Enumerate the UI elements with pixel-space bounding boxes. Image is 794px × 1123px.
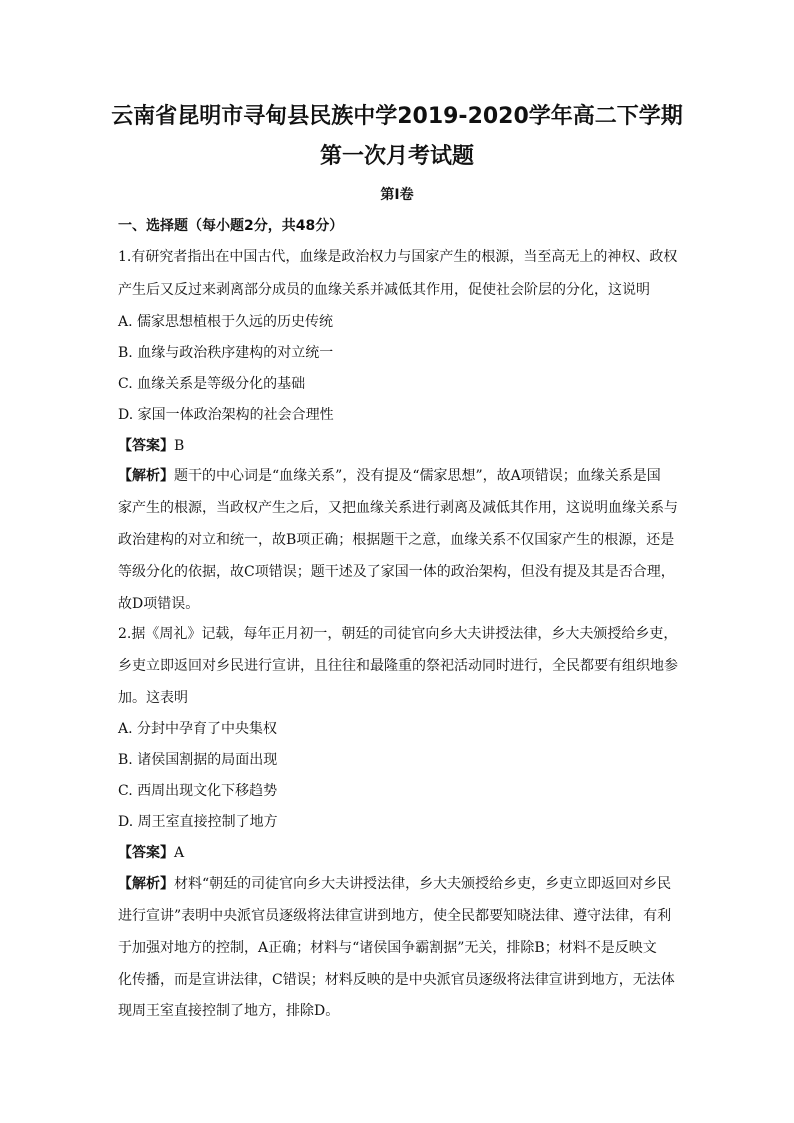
q2-analysis-line4: 化传播，而是宣讲法律，C错误；材料反映的是中央派官员逐级将法律宣讲到地方，无法体	[118, 972, 675, 988]
q1-answer-label: 【答案】	[118, 438, 174, 454]
document-title-line2: 第一次月考试题	[319, 144, 474, 169]
document-title-line1: 云南省昆明市寻甸县民族中学2019-2020学年高二下学期	[111, 104, 683, 129]
q2-option-c: C. 西周出现文化下移趋势	[118, 783, 278, 799]
q2-option-d: D. 周王室直接控制了地方	[118, 814, 278, 830]
q1-analysis-line2: 家产生的根源，当政权产生之后，又把血缘关系进行剥离及减低其作用，这说明血缘关系与	[118, 500, 678, 516]
q1-answer-value: B	[174, 438, 185, 454]
q1-analysis-label: 【解析】	[118, 468, 174, 484]
q2-answer-value: A	[174, 845, 185, 861]
q1-analysis-line5: 故D项错误。	[118, 596, 200, 612]
q2-option-b: B. 诸侯国割据的局面出现	[118, 752, 278, 768]
q1-option-d: D. 家国一体政治架构的社会合理性	[118, 407, 334, 423]
q2-stem-line2: 乡吏立即返回对乡民进行宣讲，且往往和最隆重的祭祀活动同时进行，全民都要有组织地参	[118, 658, 678, 674]
section-heading: 一、选择题（每小题2分，共48分）	[118, 218, 344, 234]
q2-analysis-line2: 进行宣讲”表明中央派官员逐级将法律宣讲到地方，使全民都要知晓法律、遵守法律，有利	[118, 908, 672, 924]
q2-stem-line3: 加。这表明	[118, 690, 188, 706]
volume-heading: 第Ⅰ卷	[380, 187, 414, 203]
q1-stem-line2: 产生后又反过来剥离部分成员的血缘关系并减低其作用，促使社会阶层的分化，这说明	[118, 282, 650, 298]
q1-analysis-line1	[118, 467, 661, 485]
q1-answer	[118, 437, 184, 455]
q1-option-c: C. 血缘关系是等级分化的基础	[118, 376, 306, 392]
q1-analysis-text1: 题干的中心词是“血缘关系”，没有提及“儒家思想”，故A项错误；血缘关系是国	[174, 468, 661, 484]
q2-analysis-text1: 材料“朝廷的司徒官向乡大夫讲授法律，乡大夫颁授给乡吏，乡吏立即返回对乡民	[174, 876, 672, 892]
q2-analysis-label: 【解析】	[118, 876, 174, 892]
q1-analysis-line4: 等级分化的依据，故C项错误；题干述及了家国一体的政治架构，但没有提及其是否合理，	[118, 564, 675, 580]
q1-analysis-line3: 政治建构的对立和统一，故B项正确；根据题干之意，血缘关系不仅国家产生的根源，还是	[118, 532, 675, 548]
q2-answer-label: 【答案】	[118, 845, 174, 861]
q2-analysis-line3: 于加强对地方的控制，A正确；材料与“诸侯国争霸割据”无关，排除B；材料不是反映文	[118, 940, 657, 956]
q1-option-b: B. 血缘与政治秩序建构的对立统一	[118, 345, 334, 361]
q2-stem-line1: 2.据《周礼》记载，每年正月初一，朝廷的司徒官向乡大夫讲授法律，乡大夫颁授给乡吏，	[118, 626, 678, 642]
q2-answer	[118, 844, 184, 862]
q1-option-a: A. 儒家思想植根于久远的历史传统	[118, 314, 334, 330]
q2-analysis-line1	[118, 875, 671, 893]
q1-stem-line1: 1.有研究者指出在中国古代，血缘是政治权力与国家产生的根源，当至高无上的神权、政权	[118, 249, 678, 265]
q2-analysis-line5: 现周王室直接控制了地方，排除D。	[118, 1003, 340, 1019]
q2-option-a: A. 分封中孕育了中央集权	[118, 721, 278, 737]
